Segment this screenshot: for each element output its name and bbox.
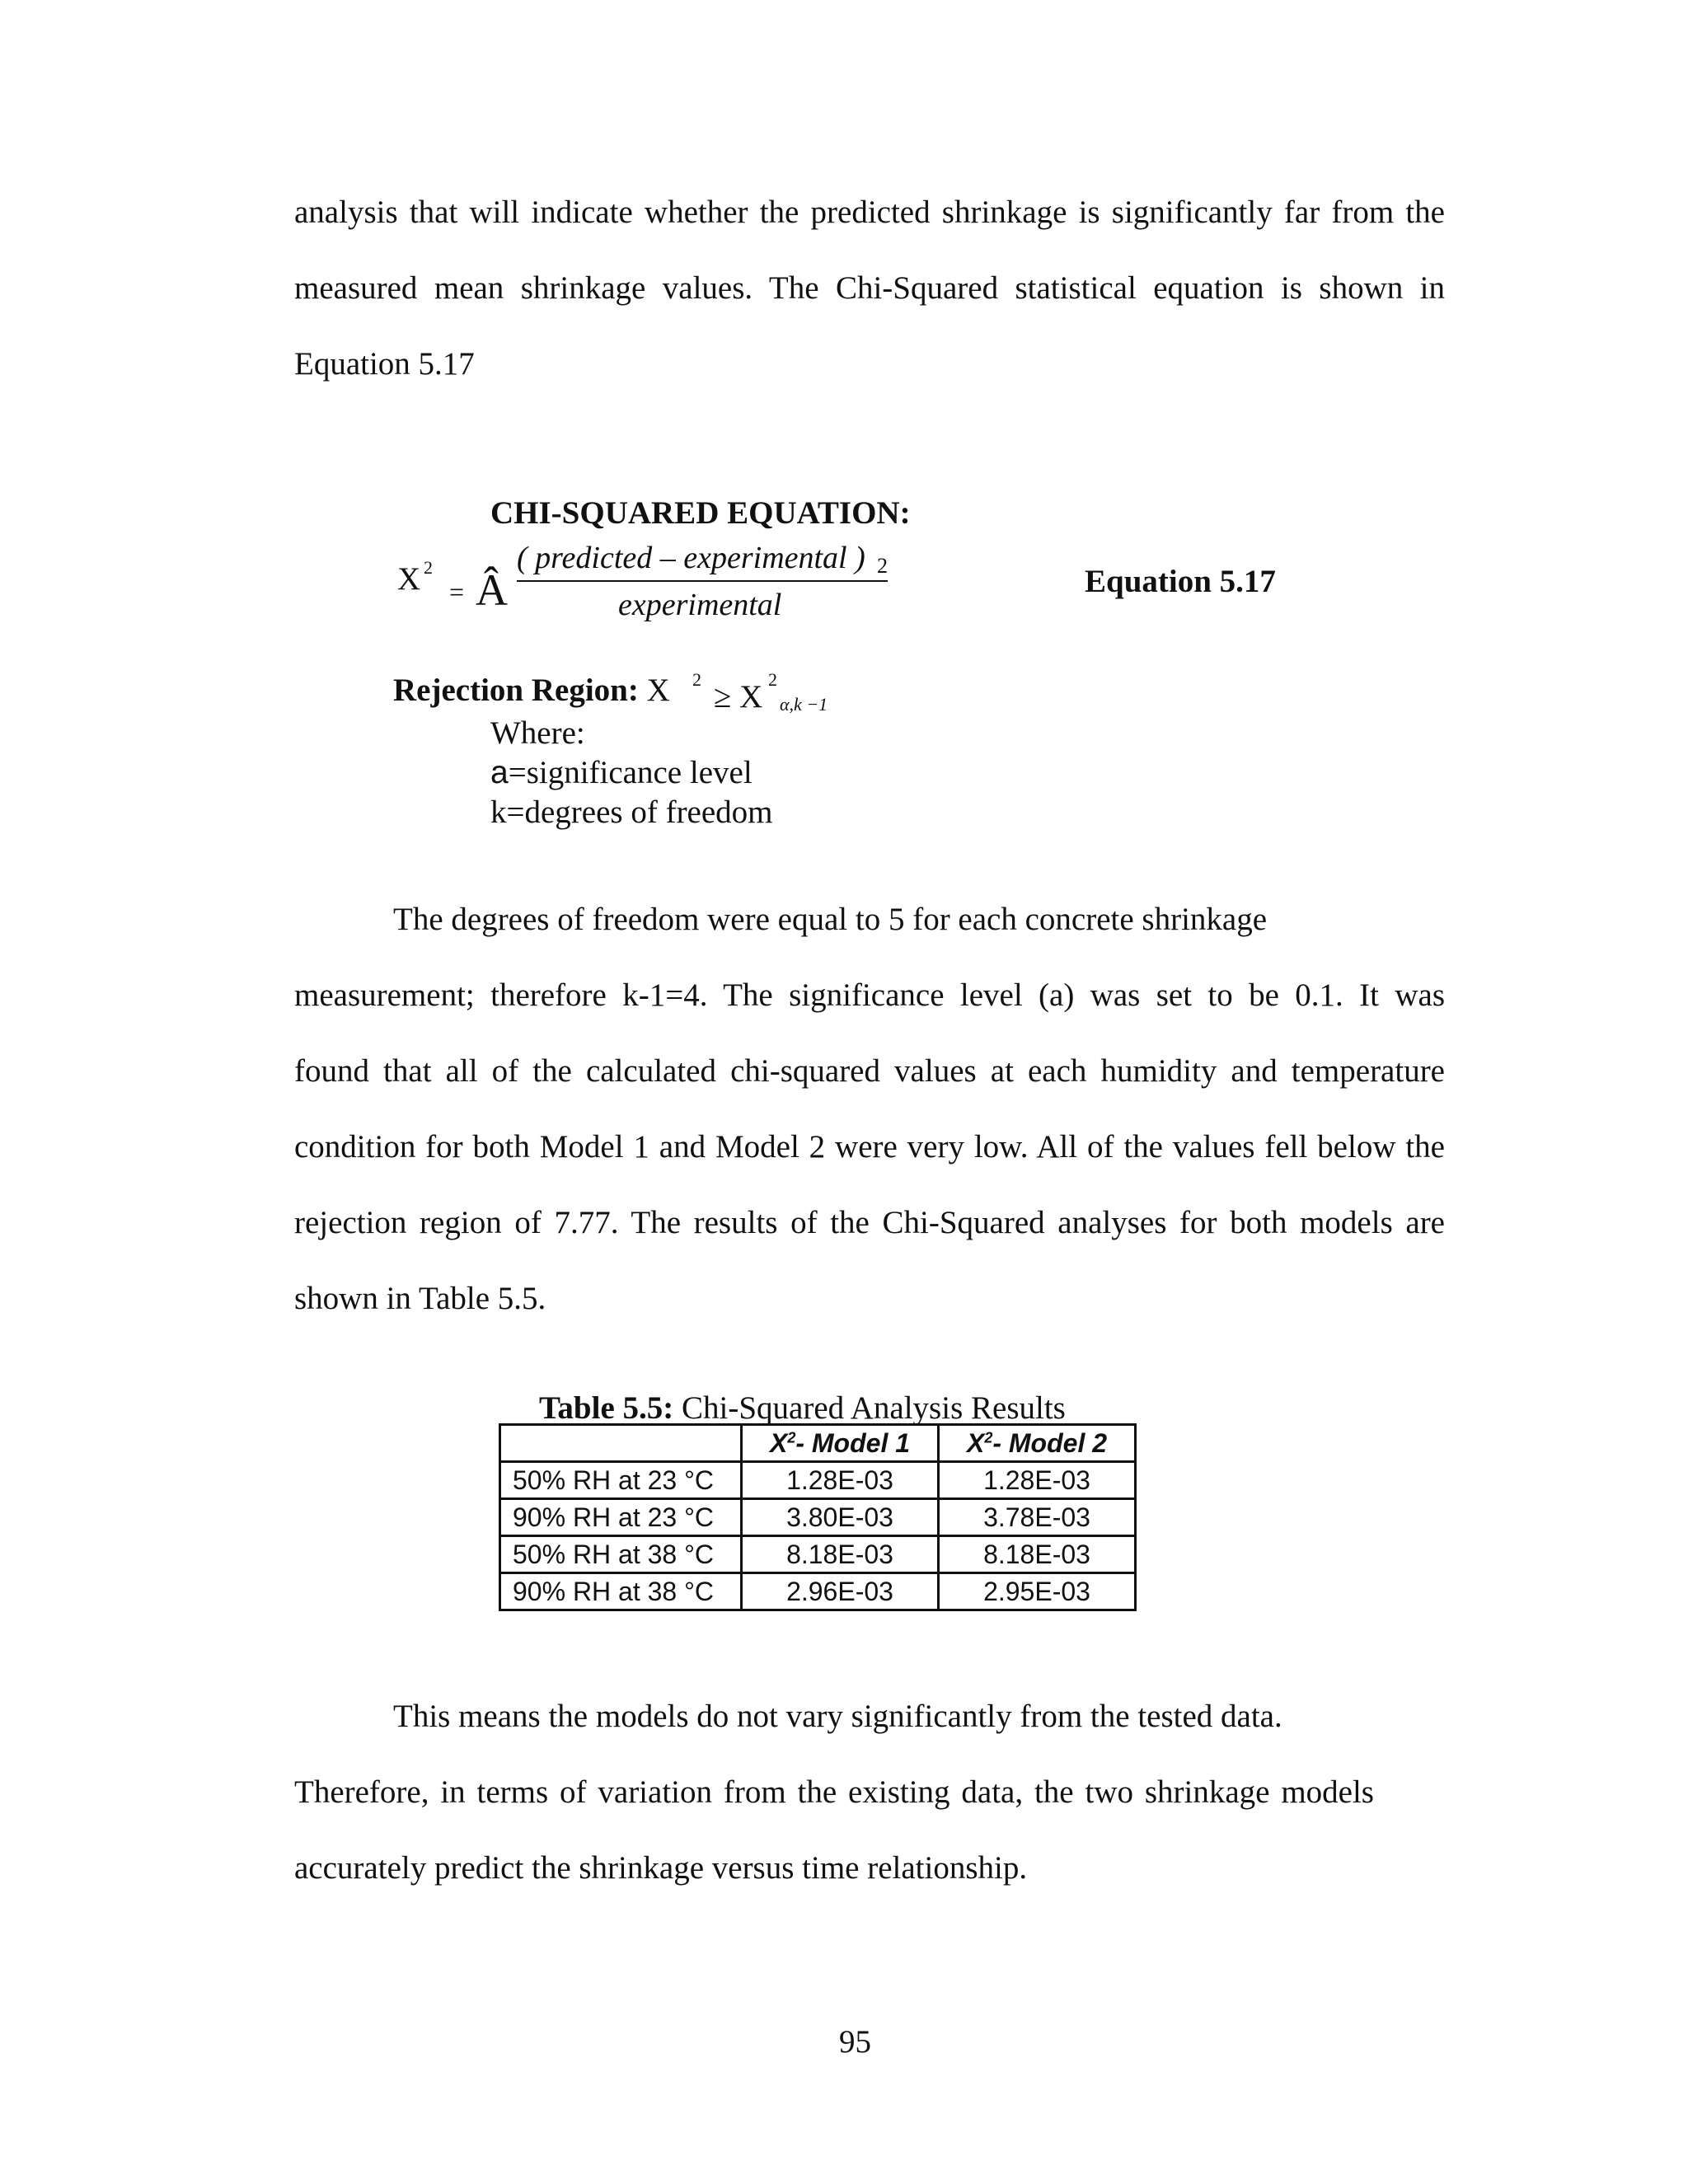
rejection-exponent: 2 <box>692 669 701 690</box>
header-model-1: $X^2-$ Model 1 <box>742 1425 939 1462</box>
k-definition: k=degrees of freedom <box>490 794 773 830</box>
paragraph-conclusion <box>294 1679 1445 1906</box>
model-1-value: 8.18E-03 <box>742 1536 939 1573</box>
row-label: 50% RH at 23 °C <box>500 1462 742 1499</box>
numerator-exponent: 2 <box>877 554 888 578</box>
text-line: Equation 5.17 <box>294 346 475 382</box>
table-row <box>500 1462 1136 1499</box>
fraction-bar <box>517 580 888 582</box>
text-line: condition for both Model 1 and Model 2 were very low. All of the values fell below the <box>294 1129 1445 1165</box>
equals-sign: = <box>449 577 465 607</box>
rejection-label: Rejection Region: <box>393 673 639 708</box>
equation-label: Equation 5.17 <box>1085 564 1276 599</box>
model-1-value: 1.28E-03 <box>742 1462 939 1499</box>
rejection-region <box>393 672 670 709</box>
paragraph-intro <box>294 175 1445 402</box>
table-header-row <box>500 1425 1136 1462</box>
rejection-operator: ≥ X <box>714 679 763 715</box>
alpha-symbol: a <box>490 755 509 790</box>
text-line: measurement; therefore k-1=4. The significance level (a) was set to be 0.1. It was <box>294 977 1445 1013</box>
where-label: Where: <box>490 715 585 751</box>
text-line: accurately predict the shrinkage versus time relationship. <box>294 1850 1028 1886</box>
text-line: found that all of the calculated chi-squared values at each humidity and temperature <box>294 1053 1445 1089</box>
table-caption <box>539 1390 1066 1427</box>
alpha-text: =significance level <box>508 755 753 790</box>
text-line: This means the models do not vary significantly from the tested data. <box>393 1699 1282 1734</box>
chi-symbol: X <box>397 561 421 597</box>
paragraph-results <box>294 882 1445 1337</box>
critical-exponent: 2 <box>768 669 777 690</box>
chi-squared-table <box>499 1423 1137 1611</box>
text-line: rejection region of 7.77. The results of the Chi-Squared analyses for both models are <box>294 1205 1445 1240</box>
sum-symbol: Â <box>476 565 508 615</box>
text-line: The degrees of freedom were equal to 5 for each concrete shrinkage <box>393 902 1268 937</box>
text-line: measured mean shrinkage values. The Chi-Squared statistical equation is shown in <box>294 270 1445 306</box>
table-caption-number: Table 5.5: <box>539 1390 674 1426</box>
equation-title: CHI-SQUARED EQUATION: <box>490 495 911 531</box>
table-row <box>500 1536 1136 1573</box>
table-caption-text: Chi-Squared Analysis Results <box>682 1390 1066 1426</box>
model-2-value: 2.95E-03 <box>939 1573 1136 1610</box>
row-label: 50% RH at 38 °C <box>500 1536 742 1573</box>
alpha-definition <box>490 753 773 793</box>
row-label: 90% RH at 23 °C <box>500 1499 742 1536</box>
rejection-lhs: X <box>646 673 670 708</box>
model-1-value: 2.96E-03 <box>742 1573 939 1610</box>
model-2-value: 8.18E-03 <box>939 1536 1136 1573</box>
model-2-value: 1.28E-03 <box>939 1462 1136 1499</box>
table-row <box>500 1573 1136 1610</box>
table-row <box>500 1499 1136 1536</box>
text-line: shown in Table 5.5. <box>294 1281 546 1316</box>
critical-subscript: α,k −1 <box>780 694 828 715</box>
definitions <box>490 714 773 832</box>
page-number: 95 <box>839 2024 871 2060</box>
header-model-2: $X^2-$ Model 2 <box>939 1425 1136 1462</box>
equation-denominator: experimental <box>618 588 782 622</box>
model-2-value: 3.78E-03 <box>939 1499 1136 1536</box>
text-line: analysis that will indicate whether the predicted shrinkage is significantly far from the <box>294 194 1445 230</box>
chi-exponent: 2 <box>424 557 433 578</box>
row-label: 90% RH at 38 °C <box>500 1573 742 1610</box>
equation-numerator: ( predicted – experimental ) <box>517 541 865 575</box>
model-1-value: 3.80E-03 <box>742 1499 939 1536</box>
text-line: Therefore, in terms of variation from the existing data, the two shrinkage models <box>294 1774 1374 1810</box>
header-empty <box>500 1425 742 1462</box>
